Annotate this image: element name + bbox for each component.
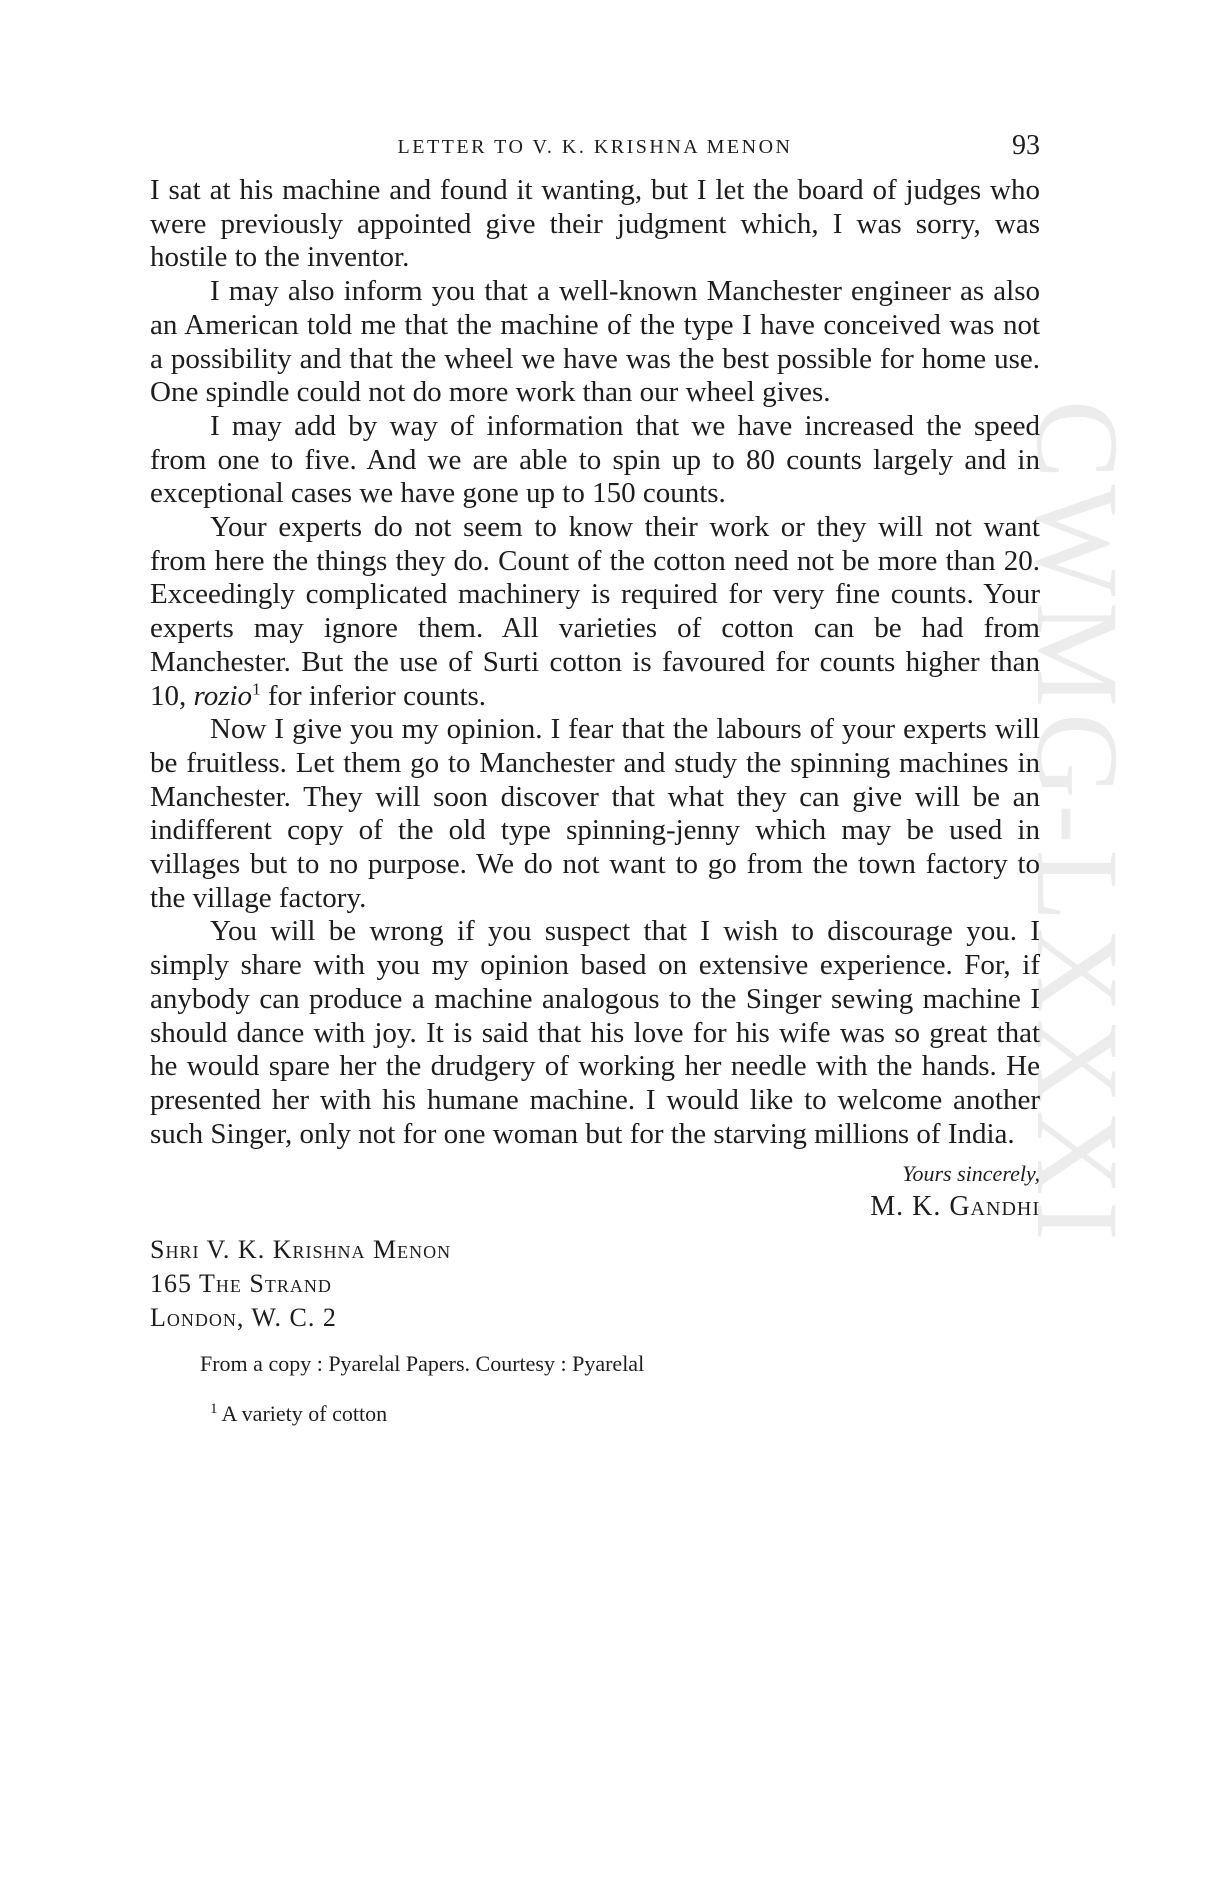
footnote <box>210 1399 1040 1429</box>
paragraph-4-end: for inferior counts. <box>267 679 487 712</box>
page-number: 93 <box>1012 130 1040 161</box>
footnote-reference: 1 <box>252 678 261 698</box>
letter-closing <box>150 1159 1040 1225</box>
paragraph-4-text: Your experts do not seem to know their work or they will not want from here the things they do. Count of the cotton need not be more than 20. Exceedingly complicated machinery is required for very fine counts. Your experts may ignore them. All varieties of cotton can be had from Manchester. But the use of Surti cotton is favoured for counts higher than 10, <box>150 511 1040 712</box>
address-line-3: London, W. C. 2 <box>150 1303 337 1333</box>
letter-body <box>150 174 1040 1151</box>
source-note: From a copy : Pyarelal Papers. Courtesy : Pyarelal <box>200 1351 645 1377</box>
paragraph-4 <box>150 511 1040 713</box>
paragraph-6: You will be wrong if you suspect that I wish to discourage you. I simply share with you my opinion based on extensive experience. For, if anybody can produce a machine analogous to the Singer sewing machine I should dance with joy. It is said that his love for his wife was so great that he would spare her the drudgery of working her needle with the hands. He presented her with his humane machine. I would like to welcome another such Singer, only not for one woman but for the starving millions of India. <box>150 915 1040 1150</box>
address-line-1: Shri V. K. Krishna Menon <box>150 1235 452 1265</box>
recipient-address <box>150 1233 1040 1335</box>
running-head <box>150 130 1040 170</box>
paragraph-2: I may also inform you that a well-known Manchester engineer as also an American told me that the machine of the type I have conceived was not a possibility and that the wheel we have was the best possible for home use. One spindle could not do more work than our wheel gives. <box>150 275 1040 409</box>
valediction: Yours sincerely, <box>902 1161 1040 1187</box>
paragraph-1: I sat at his machine and found it wanting, but I let the board of judges who were previously appointed give their judgment which, I was sorry, was hostile to the inventor. <box>150 174 1040 274</box>
footnote-mark: 1 <box>210 1401 218 1418</box>
paragraph-3: I may add by way of information that we have increased the speed from one to five. And we are able to spin up to 80 counts largely and in exceptional cases we have gone up to 150 counts. <box>150 409 1040 510</box>
watermark-text: CWMG-LXXXI <box>1012 400 1143 1247</box>
document-page <box>150 130 1040 1429</box>
signature: M. K. Gandhi <box>870 1191 1040 1223</box>
italic-term-rozio: rozio <box>193 679 253 712</box>
footnote-text: A variety of cotton <box>221 1401 388 1427</box>
running-title: LETTER TO V. K. KRISHNA MENON <box>397 136 793 158</box>
address-line-2: 165 The Strand <box>150 1269 332 1299</box>
paragraph-5: Now I give you my opinion. I fear that the labours of your experts will be fruitless. Let them go to Manchester and study the spinning machines in Manchester. They will soon discover that what they can give will be an indifferent copy of the old type spinning-jenny which may be used in villages but to no purpose. We do not want to go from the town factory to the village factory. <box>150 713 1040 914</box>
